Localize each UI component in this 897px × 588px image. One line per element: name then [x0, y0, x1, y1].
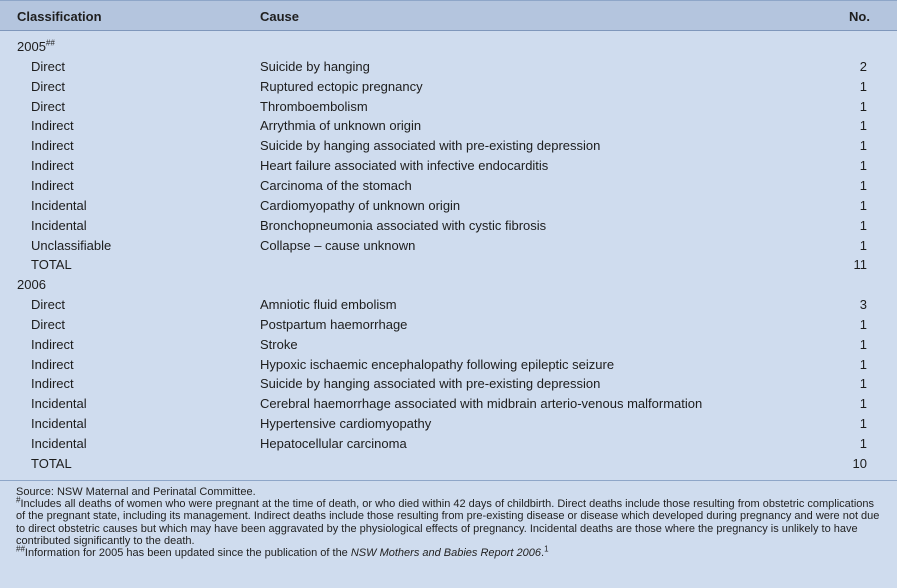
- year-label: 2005: [17, 39, 46, 54]
- table-row: [0, 57, 897, 77]
- classification-cell: Indirect: [31, 376, 74, 392]
- table-row: [0, 196, 897, 216]
- footnote-2-text: Information for 2005 has been updated since the publication of the: [24, 547, 351, 560]
- table-row: [0, 394, 897, 414]
- classification-cell: Incidental: [31, 217, 87, 233]
- count-cell: 1: [859, 376, 867, 392]
- cause-cell: Suicide by hanging: [260, 58, 370, 74]
- year-row: [0, 275, 897, 295]
- total-row: [0, 255, 897, 275]
- table-row: [0, 176, 897, 196]
- count-cell: 1: [859, 336, 867, 352]
- classification-cell: TOTAL: [31, 455, 72, 471]
- header-no: No.: [849, 9, 870, 24]
- table-row: [0, 434, 897, 454]
- year-label-group: [17, 37, 55, 57]
- classification-cell: Indirect: [31, 138, 74, 154]
- header-classification: Classification: [17, 9, 102, 24]
- classification-cell: Incidental: [31, 436, 87, 451]
- classification-cell: Direct: [31, 297, 65, 313]
- footnote-2-mark: ##: [16, 544, 25, 554]
- cause-cell: Heart failure associated with infective endocarditis: [260, 158, 549, 174]
- table-row: [0, 116, 897, 136]
- table-header: [0, 0, 897, 31]
- count-cell: 1: [859, 78, 867, 94]
- cause-cell: Bronchopneumonia associated with cystic fibrosis: [260, 217, 547, 233]
- count-cell: 1: [859, 197, 867, 213]
- year-row: [0, 37, 897, 57]
- classification-cell: Unclassifiable: [31, 237, 112, 253]
- cause-cell: Amniotic fluid embolism: [260, 297, 397, 313]
- classification-cell: Direct: [31, 316, 65, 332]
- footnote-2-end: .: [541, 547, 545, 560]
- count-cell: 1: [859, 177, 867, 193]
- count-cell: 1: [859, 158, 867, 174]
- classification-cell: Indirect: [31, 356, 74, 372]
- table-row: [0, 414, 897, 434]
- report-title: NSW Mothers and Babies Report 2006: [350, 547, 542, 560]
- count-cell: 10: [852, 455, 867, 471]
- cause-cell: Cardiomyopathy of unknown origin: [260, 197, 461, 213]
- classification-cell: Indirect: [31, 158, 74, 174]
- table-row: [0, 374, 897, 394]
- cause-cell: Cerebral haemorrhage associated with midbrain arterio-venous malformation: [260, 396, 703, 412]
- count-cell: 1: [859, 316, 867, 332]
- footnote-1-mark: #: [16, 495, 21, 505]
- cause-cell: Thromboembolism: [260, 98, 368, 114]
- footnote-2: [16, 544, 886, 560]
- table-row: [0, 355, 897, 375]
- table-row: [0, 216, 897, 236]
- count-cell: 2: [859, 58, 867, 74]
- cause-cell: Carcinoma of the stomach: [260, 177, 412, 193]
- cause-cell: Hepatocellular carcinoma: [260, 436, 407, 451]
- count-cell: 1: [859, 98, 867, 114]
- count-cell: 1: [859, 217, 867, 233]
- cause-cell: Suicide by hanging associated with pre-existing depression: [260, 376, 601, 392]
- table-row: [0, 97, 897, 117]
- cause-cell: Arrythmia of unknown origin: [260, 118, 422, 134]
- table-row: [0, 315, 897, 335]
- footnote-1-text: Includes all deaths of women who were pregnant at the time of death, or who died within 42 days of childbirth. Direct deaths include those resulting from obstetric complications of the pregnant state, including its management. Indirect deaths include those resulting from pre-existing disease or disease which developed during pregnancy and were not due to direct obstetric causes but which may have been aggravated by the physiological effects of pregnancy. Incidental deaths are those where the pregnancy is unlikely to have contributed significantly to the death.: [16, 498, 880, 547]
- cause-cell: Stroke: [260, 336, 298, 352]
- count-cell: 11: [853, 257, 867, 273]
- cause-cell: Suicide by hanging associated with pre-existing depression: [260, 138, 601, 154]
- count-cell: 1: [859, 416, 867, 432]
- cause-cell: Postpartum haemorrhage: [260, 316, 408, 332]
- table-row: [0, 136, 897, 156]
- classification-cell: Incidental: [31, 197, 87, 213]
- count-cell: 3: [859, 297, 867, 313]
- table-row: [0, 295, 897, 315]
- classification-cell: Direct: [31, 58, 65, 74]
- table-row: [0, 77, 897, 97]
- cause-cell: Ruptured ectopic pregnancy: [260, 78, 423, 94]
- cause-cell: Hypoxic ischaemic encephalopathy following epileptic seizure: [260, 356, 615, 372]
- classification-cell: Direct: [31, 78, 65, 94]
- count-cell: 1: [859, 237, 867, 253]
- count-cell: 1: [859, 118, 867, 134]
- count-cell: 1: [859, 138, 867, 154]
- source-note: Source: NSW Maternal and Perinatal Committee.: [16, 486, 256, 498]
- year-footnote-mark: ##: [45, 38, 55, 48]
- footnote-1: [16, 495, 886, 547]
- table-row: [0, 236, 897, 256]
- table-divider: [0, 480, 897, 481]
- classification-cell: TOTAL: [31, 257, 72, 273]
- total-row: [0, 454, 897, 474]
- classification-cell: Direct: [31, 98, 65, 114]
- count-cell: 1: [859, 436, 867, 451]
- header-cause: Cause: [260, 9, 300, 24]
- classification-cell: Indirect: [31, 336, 74, 352]
- cause-cell: Collapse – cause unknown: [260, 237, 416, 253]
- reference-mark: 1: [544, 544, 549, 554]
- classification-cell: Incidental: [31, 416, 87, 432]
- cause-cell: Hypertensive cardiomyopathy: [260, 416, 432, 432]
- classification-cell: Indirect: [31, 118, 74, 134]
- count-cell: 1: [859, 396, 867, 412]
- table-notes: [16, 486, 886, 559]
- year-label: 2006: [17, 277, 46, 293]
- classification-cell: Indirect: [31, 177, 74, 193]
- count-cell: 1: [859, 356, 867, 372]
- table-row: [0, 156, 897, 176]
- classification-cell: Incidental: [31, 396, 87, 412]
- table-row: [0, 335, 897, 355]
